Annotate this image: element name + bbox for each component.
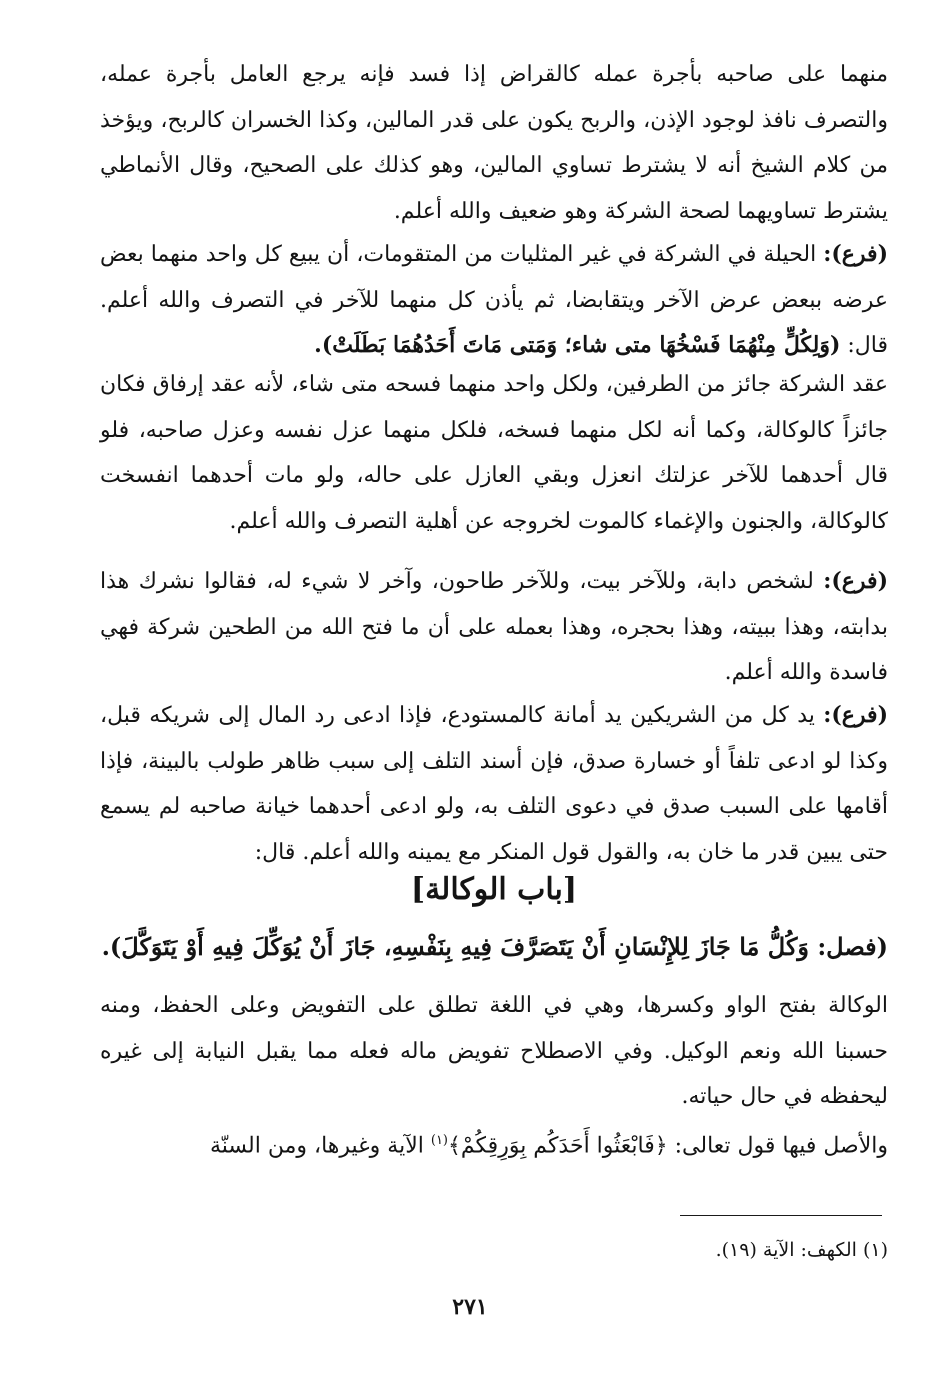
chapter-heading: [باب الوكالة]	[410, 872, 578, 907]
paragraph-contract-dissolution	[100, 362, 888, 544]
paragraph-branch-mill	[100, 559, 888, 696]
paragraph-branch-device	[100, 232, 888, 369]
paragraph-wakala-definition	[100, 983, 888, 1120]
footnote-divider	[680, 1215, 882, 1216]
paragraph-wakala-basis	[100, 1118, 888, 1169]
matn-quote: (وَلِكُلٍّ مِنْهُمَا فَسْخُهَا متى شاء؛ وَمَتى مَاتَ أَحَدُهُمَا بَطَلَتْ).	[314, 332, 841, 358]
section-label: (فصل:	[817, 932, 888, 961]
section-matn	[100, 922, 888, 972]
paragraph-text: الحيلة في الشركة في غير المثليات من المتقومات، أن يبيع كل واحد منهما بعض عرضه ببعض عرض الآخر ويتقابضا، ثم يأذن كل منهما للآخر في التصرف والله أعلم. قال:	[100, 242, 888, 358]
paragraph-text: يد كل من الشريكين يد أمانة كالمستودع، فإذا ادعى رد المال إلى شريكه قبل، وكذا لو ادعى تلفاً أو خسارة صدق، فإن أسند التلف إلى سبب ظاهر طولب بالبينة، فإذا أقامها على السبب صدق في دعوى التلف به، ولو ادعى أحدهما خيانة صاحبه لم يسمع حتى يبين قدر ما خان به، والقول قول المنكر مع يمينه والله أعلم. قال:	[100, 703, 888, 865]
footnote-reference: (١)	[430, 1133, 448, 1148]
footnote: (١) الكهف: الآية (١٩).	[715, 1239, 888, 1261]
paragraph-text: لشخص دابة، وللآخر بيت، وللآخر طاحون، وآخر لا شيء له، فقالوا نشرك هذا بدابته، وهذا ببيته، وهذا بحجره، وهذا بعمله على أن ما فتح الله من الطحين شركة فهي فاسدة والله أعلم.	[100, 569, 888, 685]
paragraph-text: منهما على صاحبه بأجرة عمله كالقراض إذا فسد فإنه يرجع العامل بأجرة عمله، والتصرف نافذ لوجود الإذن، والربح يكون على قدر المالين، وكذا الخسران كالربح، ويؤخذ من كلام الشيخ أنه لا يشترط تساوي المالين، وهو كذلك على الصحيح، وقال الأنماطي يشترط تساويهما لصحة الشركة وهو ضعيف والله أعلم.	[100, 62, 888, 224]
paragraph-text: الآية وغيرها، ومن السنّة	[209, 1133, 431, 1159]
quran-quote: ﴿فَابْعَثُوا أَحَدَكُم بِوَرِقِكُمْ﴾	[448, 1133, 668, 1159]
section-text: وَكُلُّ مَا جَازَ لِلإِنْسَانِ أَنْ يَتَصَرَّفَ فِيهِ بِنَفْسِهِ، جَازَ أَنْ يُوَكِّلَ فِيهِ أَوْ يَتَوَكَّلَ).	[101, 932, 818, 961]
paragraph-text: عقد الشركة جائز من الطرفين، ولكل واحد منهما فسحه متى شاء، لأنه عقد إرفاق فكان جائزاً كالوكالة، وكما أنه لكل منهما فسخه، فلكل منهما عزل نفسه وعزل صاحبه، فلو قال أحدهما للآخر عزلتك انعزل وبقي العازل على حاله، ولو مات أحدهما انفسخت كالوكالة، والجنون والإغماء كالموت لخروجه عن أهلية التصرف والله أعلم.	[100, 372, 888, 534]
paragraph-branch-trust	[100, 693, 888, 875]
branch-label: (فرع):	[823, 702, 888, 728]
page-number: ٢٧١	[452, 1294, 488, 1320]
paragraph-partnership-wages	[100, 52, 888, 234]
paragraph-text: والأصل فيها قول تعالى:	[667, 1133, 888, 1159]
branch-label: (فرع):	[823, 241, 888, 267]
paragraph-text: الوكالة بفتح الواو وكسرها، وهي في اللغة تطلق على التفويض وعلى الحفظ، ومنه حسبنا الله ونعم الوكيل. وفي الاصطلاح تفويض ماله فعله مما يقبل النيابة إلى غيره ليحفظه في حال حياته.	[100, 993, 888, 1109]
branch-label: (فرع):	[823, 568, 888, 594]
